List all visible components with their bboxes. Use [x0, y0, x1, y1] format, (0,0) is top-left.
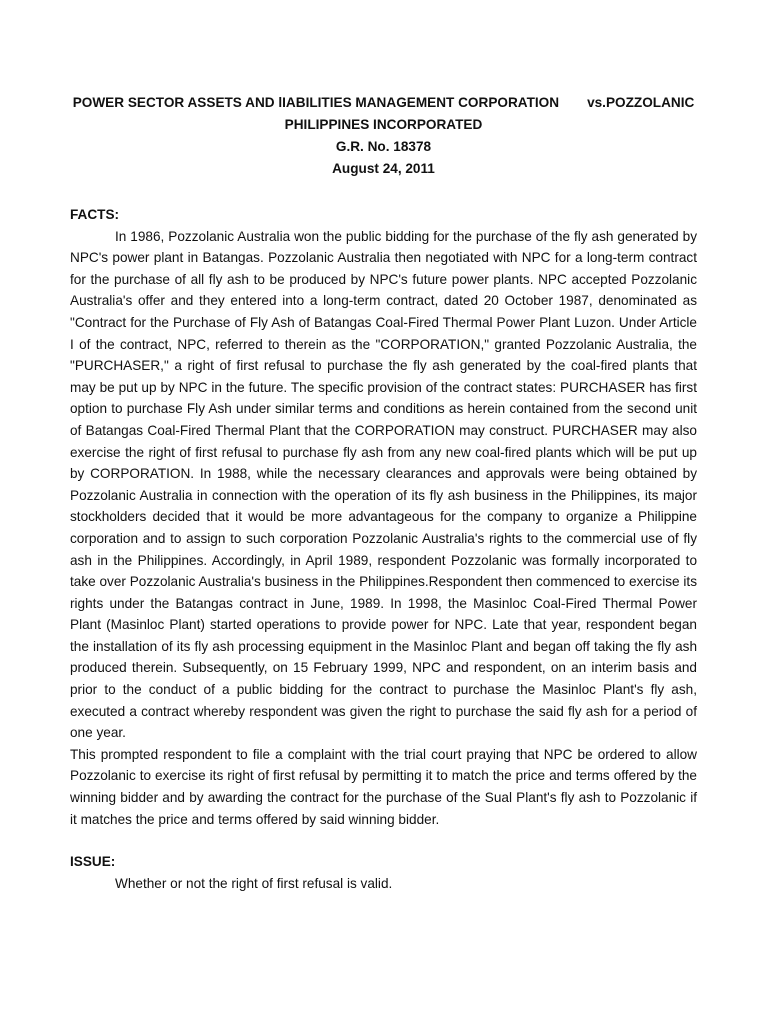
case-gr-number: G.R. No. 18378 — [335, 139, 432, 154]
issue-text: Whether or not the right of first refusal is valid. — [115, 875, 393, 891]
facts-paragraph-2: This prompted respondent to file a complaint with the trial court praying that NPC be ordered to allow Pozzolanic to exercise its right of first refusal by permitting it to match the price and terms offered by the winning bidder and by awarding the contract for the purchase of the Sual Plant's fly ash to Pozzolanic if it matches the price and terms offered by said winning bidder. — [70, 746, 697, 827]
document-page — [70, 92, 697, 894]
case-title-respondent: vs.POZZOLANIC — [587, 95, 695, 110]
case-title-petitioner: POWER SECTOR ASSETS AND lIABILITIES MANAGEMENT CORPORATION — [72, 95, 560, 110]
case-title-block — [70, 92, 697, 180]
case-title-line — [70, 92, 697, 114]
facts-heading: FACTS: — [70, 207, 120, 222]
facts-paragraph-1: In 1986, Pozzolanic Australia won the public bidding for the purchase of the fly ash generated by NPC's power plant in Batangas. Pozzolanic Australia then negotiated with NPC for a long-term contract for the purchase of all fly ash to be produced by NPC's future power plants. NPC accepted Pozzolanic Australia's offer and they entered into a long-term contract, dated 20 October 1987, denominated as "Contract for the Purchase of Fly Ash of Batangas Coal-Fired Thermal Power Plant Luzon. Under Article I of the contract, NPC, referred to therein as the "CORPORATION," granted Pozzolanic Australia, the "PURCHASER," a right of first refusal to purchase the fly ash generated by the coal-fired plants that may be put up by NPC in the future. The specific provision of the contract states: PURCHASER has first option to purchase Fly Ash under similar terms and conditions as herein contained from the second unit of Batangas Coal-Fired Thermal Plant that the CORPORATION may construct. PURCHASER may also exercise the right of first refusal to purchase fly ash from any new coal-fired plants which will be put up by CORPORATION. In 1988, while the necessary clearances and approvals were being obtained by Pozzolanic Australia in connection with the operation of its fly ash business in the Philippines, its major stockholders decided that it would be more advantageous for the company to organize a Philippine corporation and to assign to such corporation Pozzolanic Australia's rights to the commercial use of fly ash in the Philippines. Accordingly, in April 1989, respondent Pozzolanic was formally incorporated to take over Pozzolanic Australia's business in the Philippines.Respondent then commenced to exercise its rights under the Batangas contract in June, 1989. In 1998, the Masinloc Coal-Fired Thermal Power Plant (Masinloc Plant) started operations to provide power for NPC. Late that year, respondent began the installation of its fly ash processing equipment in the Masinloc Plant and began off taking the fly ash produced therein. Subsequently, on 15 February 1999, NPC and respondent, on an interim basis and prior to the conduct of a public bidding for the contract to purchase the Masinloc Plant's fly ash, executed a contract whereby respondent was given the right to purchase the said fly ash for a period of one year. — [70, 228, 697, 741]
issue-heading: ISSUE: — [70, 854, 116, 870]
case-title-line2: PHILIPPINES INCORPORATED — [284, 117, 483, 132]
case-date: August 24, 2011 — [332, 161, 435, 176]
